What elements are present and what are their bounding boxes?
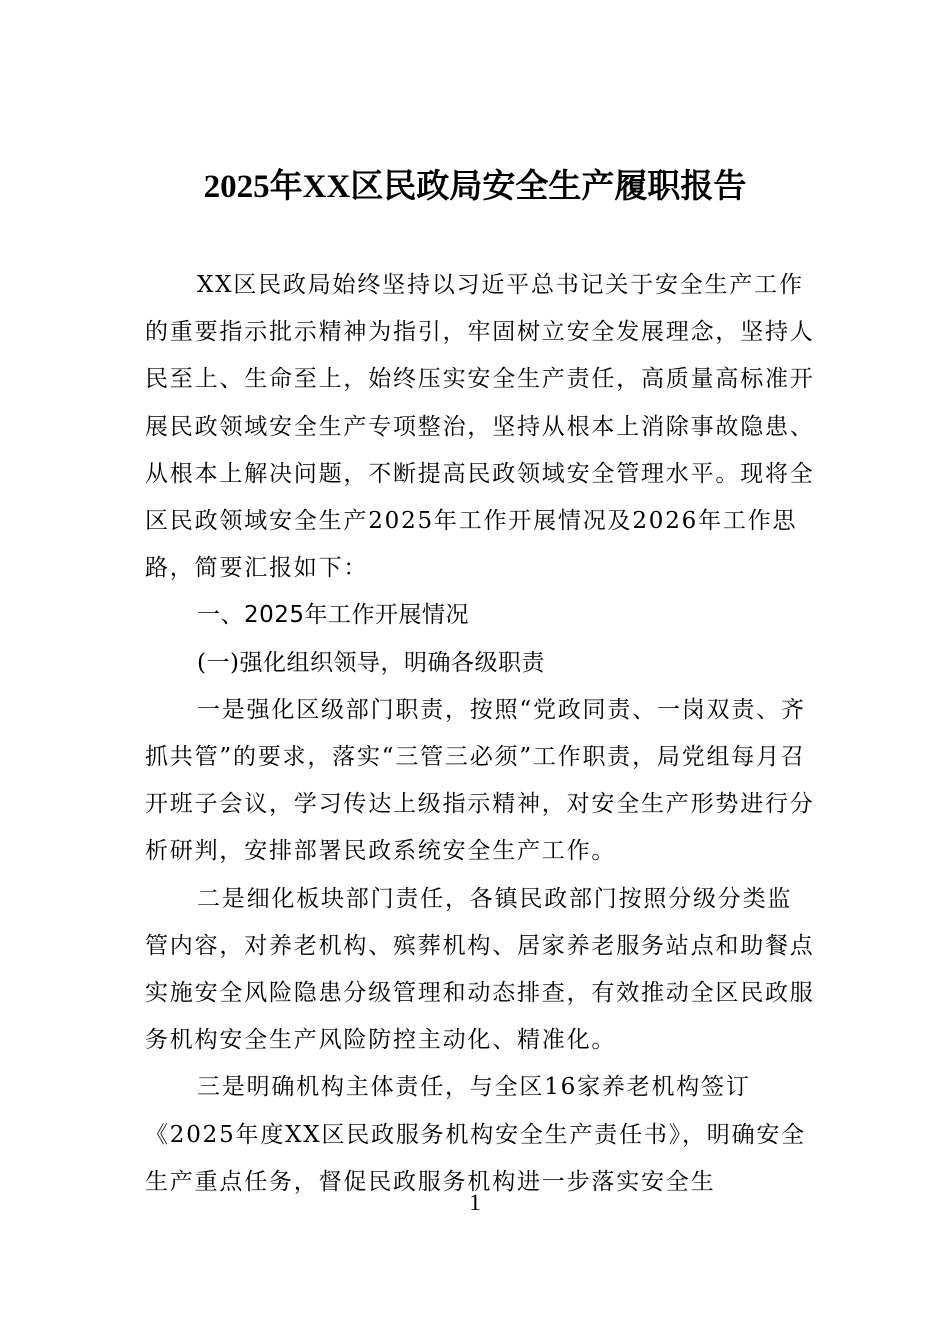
section-heading: 一、2025年工作开展情况 [197, 602, 470, 629]
body-paragraph: 三是明确机构主体责任，与全区16家养老机构签订《2025年度XX区民政服务机构安全生产责任书》，明确安全生产重点任务，督促民政服务机构进一步落实安全生 [145, 1074, 806, 1195]
page-number: 1 [469, 1190, 481, 1215]
document-body [145, 262, 815, 1206]
subsection-heading: (一)强化组织领导，明确各级职责 [197, 649, 545, 676]
page-title: 2025年XX区民政局安全生产履职报告 [203, 169, 747, 205]
intro-paragraph: XX区民政局始终坚持以习近平总书记关于安全生产工作的重要指示批示精神为指引，牢固树立安全发展理念，坚持人民至上、生命至上，始终压实安全生产责任，高质量高标准开展民政领域安全生产专项整治，坚持从根本上消除事故隐患、从根本上解决问题，不断提高民政领域安全管理水平。现将全区民政领域安全生产2025年工作开展情况及2026年工作思路，简要汇报如下： [145, 272, 815, 582]
body-paragraph: 二是细化板块部门责任，各镇民政部门按照分级分类监管内容，对养老机构、殡葬机构、居家养老服务站点和助餐点实施安全风险隐患分级管理和动态排查，有效推动全区民政服务机构安全生产风险防控主动化、精准化。 [145, 885, 815, 1054]
body-paragraph: 一是强化区级部门职责，按照“党政同责、一岗双责、齐抓共管”的要求，落实“三管三必须”工作职责，局党组每月召开班子会议，学习传达上级指示精神，对安全生产形势进行分析研判，安排部署民政系统安全生产工作。 [145, 696, 815, 865]
